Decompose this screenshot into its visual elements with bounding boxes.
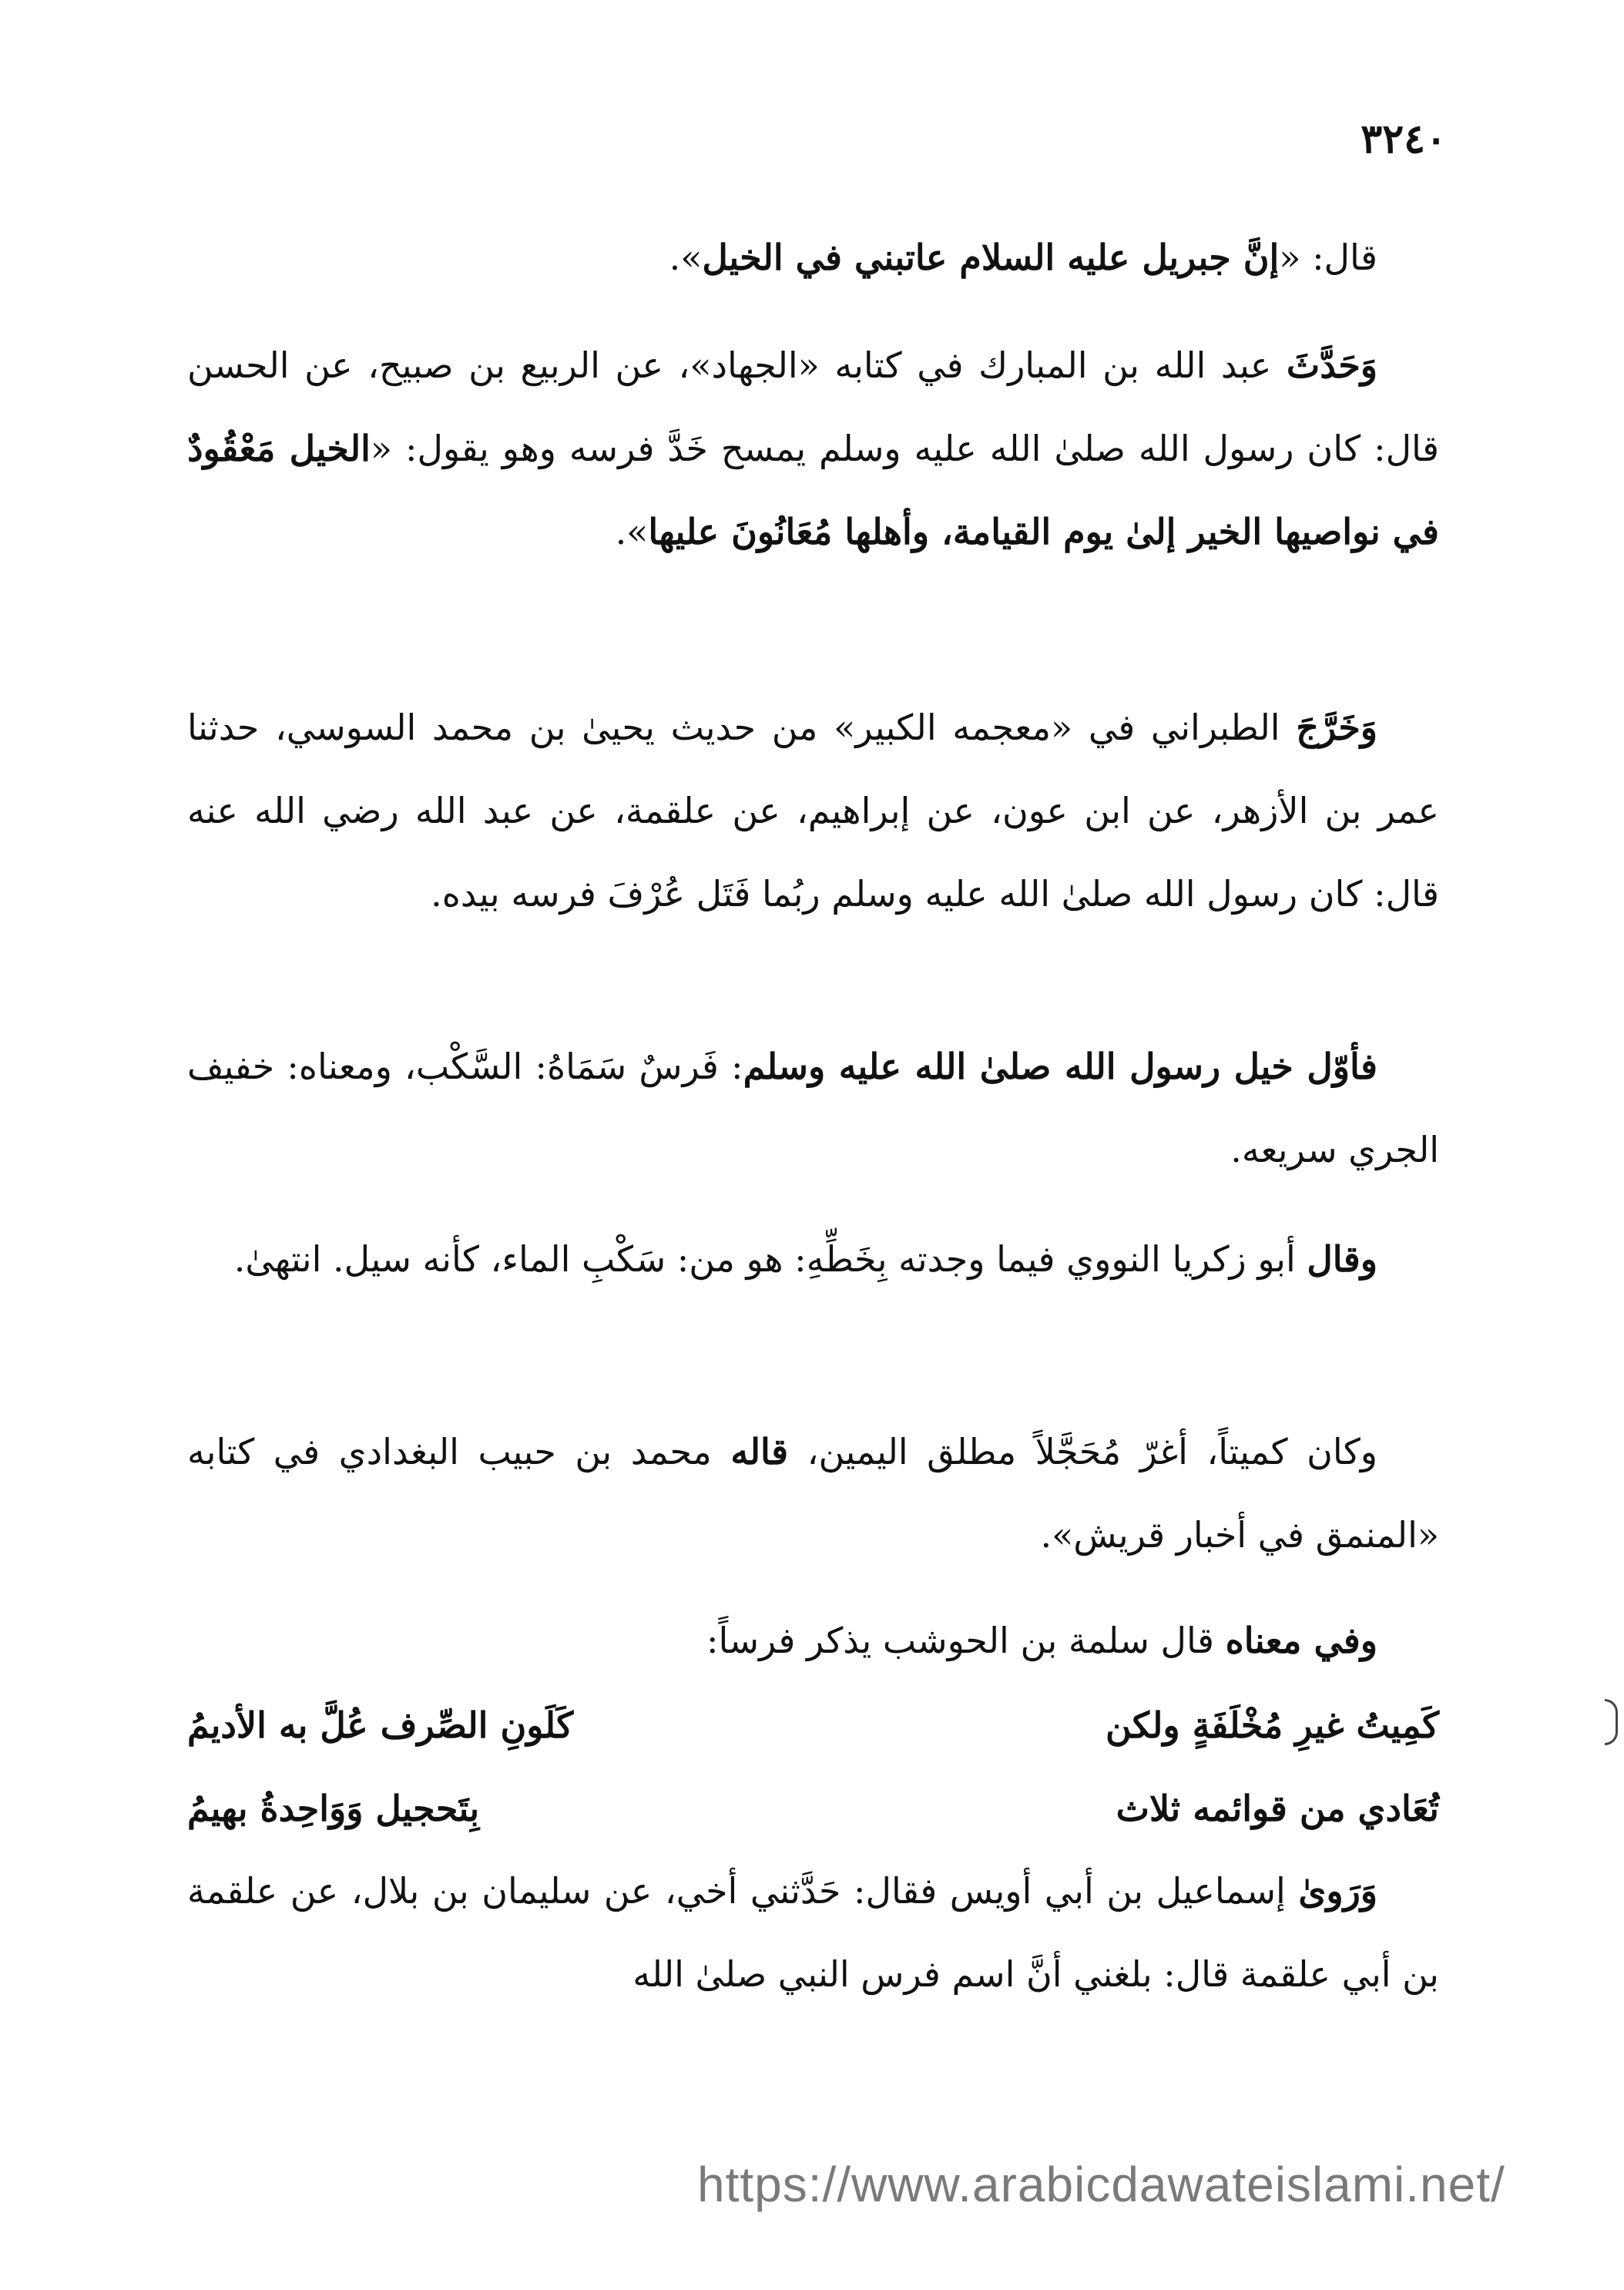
paragraph-4-text: : فَرسٌ سَمَاهُ: السَّكْب، ومعناه: خفيف الجري سريعه. xyxy=(187,1046,1439,1170)
verse-1-second-hemistich: كَلَونِ الصِّرف عُلَّ به الأديمُ xyxy=(187,1704,574,1746)
paragraph-2-tail: ». xyxy=(615,511,649,552)
paragraph-6-text-1: وكان كميتاً، أغرّ مُحَجَّلاً مطلق اليمين، xyxy=(788,1431,1377,1472)
paragraph-3-lead: وَخَرَّجَ xyxy=(1296,707,1377,748)
paragraph-2-hadith: الخيل مَعْقُودٌ في نواصيها الخير إلىٰ يوم القيامة، وأهلها مُعَانُونَ عليها xyxy=(187,428,1439,552)
paragraph-6 xyxy=(187,1410,1439,1576)
paragraph-7 xyxy=(187,1599,1439,1682)
verse-1-first-hemistich: كَمِيتُ غيرِ مُخْلَفَةٍ ولكن xyxy=(1105,1704,1439,1746)
paragraph-5 xyxy=(187,1217,1439,1301)
margin-bracket-mark xyxy=(1605,1699,1618,1745)
verse-row-2 xyxy=(187,1767,1439,1850)
paragraph-6-text-2: محمد بن حبيب البغدادي في كتابه «المنمق في أخبار قريش». xyxy=(187,1431,1439,1556)
paragraph-3-text: الطبراني في «معجمه الكبير» من حديث يحيىٰ بن محمد السوسي، حدثنا عمر بن الأزهر، عن ابن عون، عن إبراهيم، عن علقمة، عن عبد الله رضي الله عنه قال: كان رسول الله صلىٰ الله عليه وسلم ربُما فَتَل عُرْفَ فرسه بيده. xyxy=(187,707,1439,915)
paragraph-8-lead: وَرَوىٰ xyxy=(1298,1870,1377,1912)
paragraph-8 xyxy=(187,1849,1439,2016)
paragraph-1-tail: ». xyxy=(669,237,703,278)
paragraph-4-lead: فأوّل خيل رسول الله صلىٰ الله عليه وسلم xyxy=(743,1046,1377,1087)
page-number: ٣٢٤٠ xyxy=(1361,116,1447,163)
paragraph-2-text: عبد الله بن المبارك في كتابه «الجهاد»، عن الربيع بن صبيح، عن الحسن قال: كان رسول الله صلىٰ الله عليه وسلم يمسح خَدَّ فرسه وهو يقول: « xyxy=(187,344,1440,469)
paragraph-1-lead: قال: « xyxy=(1279,237,1377,278)
paragraph-7-lead: وفي معناه xyxy=(1225,1620,1377,1661)
paragraph-1 xyxy=(187,216,1439,299)
verse-2-second-hemistich: بِتَحجيل وَوَاحِدةُ بهيمُ xyxy=(187,1788,480,1829)
paragraph-5-text: أبو زكريا النووي فيما وجدته بِخَطِّهِ: هو من: سَكْبِ الماء، كأنه سيل. انتهىٰ. xyxy=(233,1238,1307,1280)
paragraph-3 xyxy=(187,686,1439,935)
verse-row-1 xyxy=(187,1684,1439,1767)
paragraph-7-text: قال سلمة بن الحوشب يذكر فرساً: xyxy=(706,1620,1226,1661)
poem-verses xyxy=(187,1684,1439,1850)
paragraph-2 xyxy=(187,324,1439,573)
paragraph-8-text: إسماعيل بن أبي أويس فقال: حَدَّثني أخي، عن سليمان بن بلال، عن علقمة بن أبي علقمة قال: بلغني أنَّ اسم فرس النبي صلىٰ الله xyxy=(187,1870,1439,1995)
verse-2-first-hemistich: تُعَادي من قوائمه ثلاث xyxy=(1116,1788,1439,1829)
paragraph-5-lead: وقال xyxy=(1307,1238,1377,1280)
paragraph-1-hadith: إنَّ جبريل عليه السلام عاتبني في الخيل xyxy=(702,237,1280,278)
watermark-url: https://www.arabicdawateislami.net/ xyxy=(697,2157,1505,2212)
paragraph-2-lead: وَحَدَّثَ xyxy=(1286,344,1377,386)
paragraph-4 xyxy=(187,1025,1439,1191)
paragraph-6-bold: قاله xyxy=(730,1431,789,1472)
